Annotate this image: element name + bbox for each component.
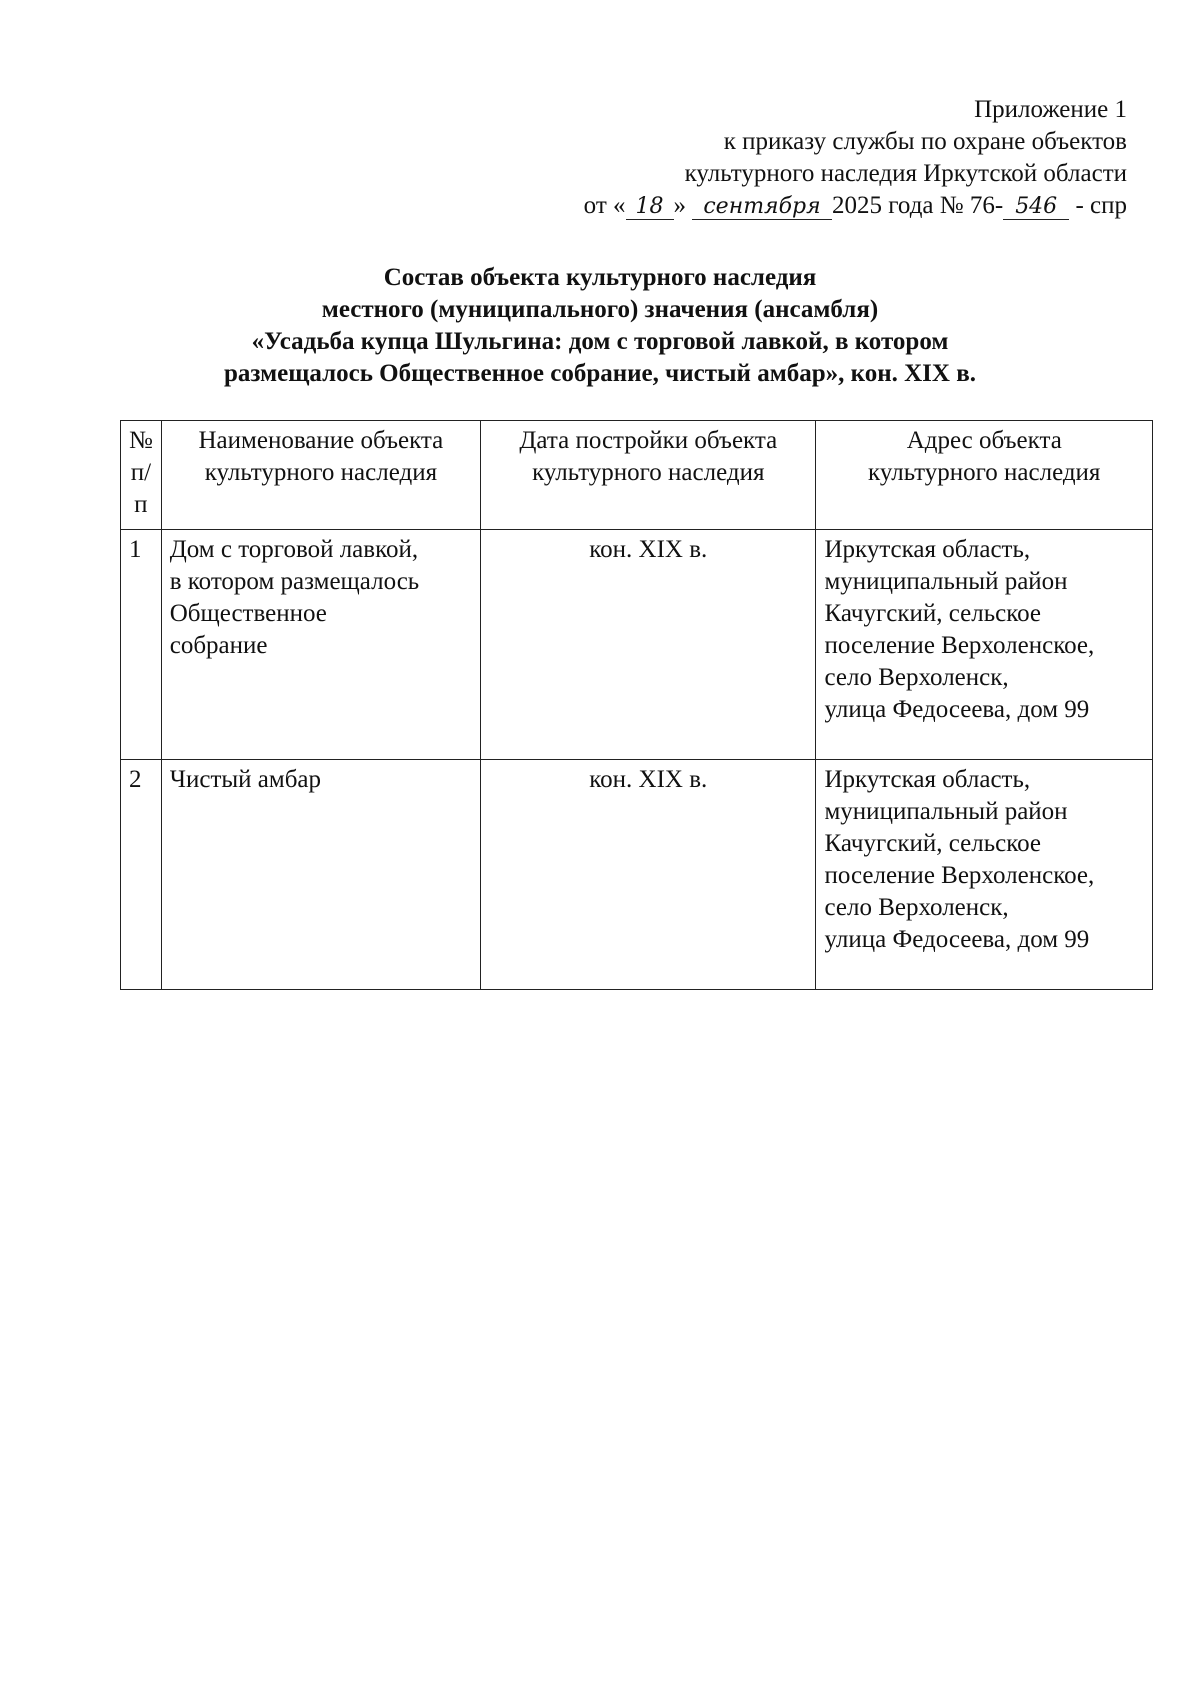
title-line-2: местного (муниципального) значения (ансамбля) bbox=[321, 296, 879, 323]
appendix-date-line bbox=[584, 190, 1127, 222]
order-suffix: - спр bbox=[1075, 192, 1127, 219]
row-address: Иркутская область, муниципальный район Качугский, сельское поселение Верхоленское, село Верхоленск, улица Федосеева, дом 99 bbox=[816, 760, 1153, 990]
date-mid: » bbox=[673, 192, 687, 219]
handwritten-order-number: 546 bbox=[1003, 195, 1069, 220]
header-address: Адрес объекта культурного наследия bbox=[816, 421, 1153, 530]
table-header-row bbox=[121, 421, 1153, 530]
row-date: кон. XIX в. bbox=[481, 760, 816, 990]
handwritten-month: сентября bbox=[692, 195, 832, 220]
appendix-title: Приложение 1 bbox=[974, 96, 1127, 123]
date-prefix: от « bbox=[583, 192, 626, 219]
row-date: кон. XIX в. bbox=[481, 530, 816, 760]
table-row bbox=[121, 530, 1153, 760]
heritage-objects-table bbox=[120, 420, 1153, 990]
appendix-agency: культурного наследия Иркутской области bbox=[684, 160, 1127, 187]
title-line-3: «Усадьба купца Шульгина: дом с торговой лавкой, в котором bbox=[251, 328, 949, 355]
table-row bbox=[121, 760, 1153, 990]
handwritten-day: 18 bbox=[626, 195, 674, 220]
header-num: № п/п bbox=[121, 421, 162, 530]
header-date: Дата постройки объекта культурного наследия bbox=[481, 421, 816, 530]
title-line-4: размещалось Общественное собрание, чистый амбар», кон. XIX в. bbox=[224, 360, 976, 387]
date-year: 2025 года № 76- bbox=[832, 192, 1004, 219]
appendix-order-ref: к приказу службы по охране объектов bbox=[723, 128, 1127, 155]
appendix-header bbox=[584, 94, 1127, 222]
row-num: 1 bbox=[121, 530, 162, 760]
row-num: 2 bbox=[121, 760, 162, 990]
row-name: Чистый амбар bbox=[161, 760, 480, 990]
row-name: Дом с торговой лавкой, в котором размещалось Общественное собрание bbox=[161, 530, 480, 760]
row-address: Иркутская область, муниципальный район Качугский, сельское поселение Верхоленское, село Верхоленск, улица Федосеева, дом 99 bbox=[816, 530, 1153, 760]
header-name: Наименование объекта культурного наследия bbox=[161, 421, 480, 530]
document-title bbox=[0, 262, 1200, 390]
title-line-1: Состав объекта культурного наследия bbox=[383, 264, 817, 291]
